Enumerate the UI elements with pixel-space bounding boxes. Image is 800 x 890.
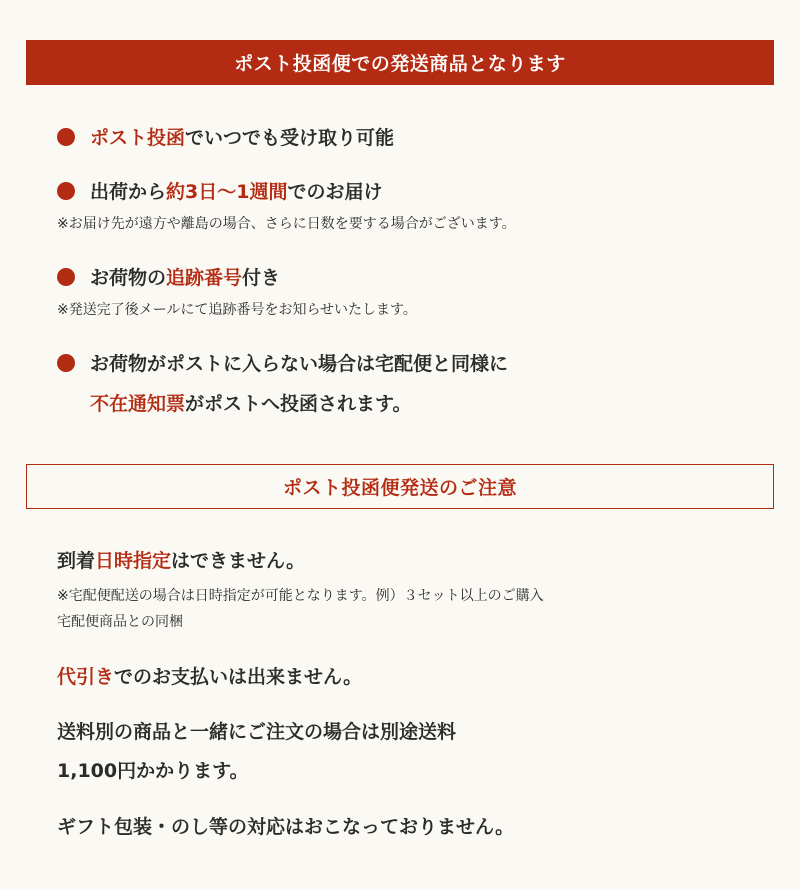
bullet-text: でいつでも受け取り可能 <box>185 127 395 149</box>
note-no-gift-wrap: ギフト包装・のし等の対応はおこなっておりません。 <box>57 816 515 838</box>
bullet-text: 付き <box>242 267 281 289</box>
bullet-text: 出荷から <box>90 181 167 203</box>
bullet-dot-icon <box>57 268 75 286</box>
bullet-tracking <box>57 263 280 290</box>
accent-text: 不在通知票 <box>90 393 186 415</box>
note-text: 到着 <box>57 550 96 572</box>
bullet-dot-icon <box>57 182 75 200</box>
bullet-absence-notice <box>57 349 508 376</box>
bullet-delivery-time <box>57 177 382 204</box>
bullet-text: でのお届け <box>287 181 383 203</box>
note-tracking: ※発送完了後メールにて追跡番号をお知らせいたします。 <box>57 302 417 318</box>
note-text: でのお支払いは出来ません。 <box>114 666 363 688</box>
bullet-post-delivery <box>57 123 394 150</box>
bullet-dot-icon <box>57 128 75 146</box>
bullet-text: お荷物の <box>90 267 167 289</box>
section-banner-shipping <box>26 40 774 85</box>
banner-title: ポスト投函便での発送商品となります <box>234 53 566 75</box>
note-text: はできません。 <box>171 550 306 572</box>
accent-text: 追跡番号 <box>166 267 243 289</box>
accent-text: ポスト投函 <box>90 127 186 149</box>
accent-text: 約3日〜1週間 <box>166 181 288 203</box>
banner-title: ポスト投函便発送のご注意 <box>282 477 517 499</box>
accent-text: 日時指定 <box>95 550 172 572</box>
accent-text: 代引き <box>57 666 115 688</box>
section-banner-notes <box>26 464 774 509</box>
bullet-text: お荷物がポストに入らない場合は宅配便と同様に <box>90 353 509 375</box>
note-date-time-detail-2: 宅配便商品との同梱 <box>57 614 183 630</box>
bullet-dot-icon <box>57 354 75 372</box>
note-extra-shipping-line2: 1,100円かかります。 <box>57 760 249 782</box>
bullet-absence-notice-line2 <box>90 389 412 416</box>
note-remote-delivery: ※お届け先が遠方や離島の場合、さらに日数を要する場合がございます。 <box>57 216 516 232</box>
note-extra-shipping: 送料別の商品と一緒にご注文の場合は別途送料 <box>57 721 457 743</box>
note-no-cod <box>57 662 362 689</box>
note-no-date-time <box>57 546 305 573</box>
bullet-text: がポストへ投函されます。 <box>185 393 412 415</box>
note-date-time-detail: ※宅配便配送の場合は日時指定が可能となります。例）３セット以上のご購入 <box>57 588 544 604</box>
